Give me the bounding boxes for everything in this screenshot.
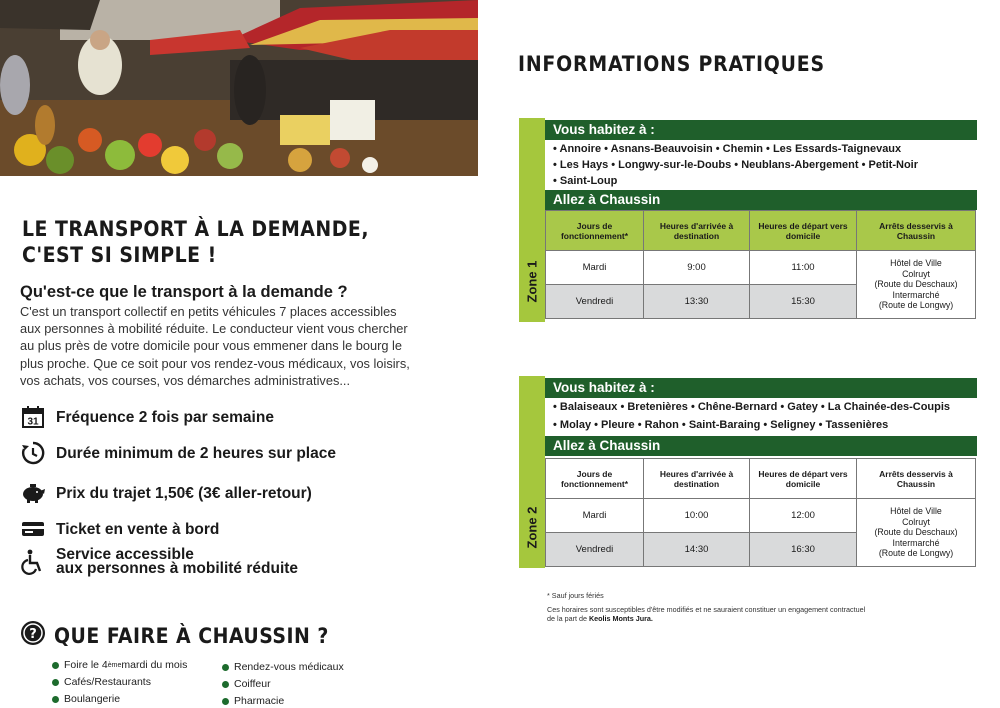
zone-2-towns bbox=[553, 398, 973, 434]
feature-accessibility-label bbox=[56, 548, 298, 576]
bullet-dot-icon bbox=[52, 662, 59, 669]
bullet-dot-icon bbox=[222, 664, 229, 671]
zone-1-towns-line3: • Saint-Loup bbox=[553, 175, 618, 187]
feature-accessibility-line2: aux personnes à mobilité réduite bbox=[56, 560, 299, 577]
feature-accessibility bbox=[20, 548, 298, 576]
zone-1-side-label bbox=[519, 118, 545, 322]
table-header-row bbox=[546, 211, 976, 251]
zone-1-towns-line1: • Annoire • Asnans-Beauvoisin • Chemin • Les Essards-Taignevaux bbox=[553, 143, 902, 155]
feature-frequency-label: Fréquence 2 fois par semaine bbox=[56, 408, 274, 426]
zone-1-schedule-table bbox=[545, 210, 976, 319]
day-cell: Mardi bbox=[546, 251, 644, 285]
stop-line: (Route du Deschaux) bbox=[874, 527, 958, 538]
column-header: Heures d'arrivée à destination bbox=[644, 459, 750, 499]
departure-cell: 12:00 bbox=[750, 499, 857, 533]
piggy-bank-icon bbox=[20, 480, 46, 506]
arrival-cell: 13:30 bbox=[644, 285, 750, 319]
activity-label: Coiffeur bbox=[234, 678, 271, 690]
feature-duration-label: Durée minimum de 2 heures sur place bbox=[56, 444, 336, 462]
zone-1-label: Zone 1 bbox=[524, 260, 540, 303]
column-header: Heures de départ vers domicile bbox=[750, 459, 857, 499]
calendar-icon-day: 31 bbox=[27, 416, 39, 428]
zone-2-label: Zone 2 bbox=[524, 506, 540, 549]
activity-label: Rendez-vous médicaux bbox=[234, 661, 344, 673]
footnote-company-name: Keolis Monts Jura. bbox=[588, 614, 653, 623]
zone-2-allez-bar: Allez à Chaussin bbox=[545, 436, 977, 456]
stops-cell bbox=[857, 251, 976, 319]
zone-2-towns-line1: • Balaiseaux • Bretenières • Chêne-Bernard • Gatey • La Chainée-des-Coupis bbox=[553, 401, 951, 413]
feature-ticket bbox=[20, 516, 219, 542]
zone-2-side-label bbox=[519, 376, 545, 568]
stops-cell bbox=[857, 499, 976, 567]
activity-foire-prefix: Foire le 4 bbox=[64, 659, 108, 671]
market-photo-illustration bbox=[0, 0, 478, 176]
day-cell: Vendredi bbox=[546, 285, 644, 319]
transport-title-line2: C'EST SI SIMPLE ! bbox=[22, 243, 217, 267]
footnote-disclaimer: Ces horaires sont susceptibles d'être modifiés et ne sauraient constituer un engagement contractuel bbox=[547, 604, 866, 614]
activity-item bbox=[222, 661, 344, 673]
departure-cell: 15:30 bbox=[750, 285, 857, 319]
activity-label: Pharmacie bbox=[234, 695, 285, 707]
wheelchair-icon bbox=[20, 549, 46, 575]
day-cell: Vendredi bbox=[546, 533, 644, 567]
table-row bbox=[546, 251, 976, 285]
table-row bbox=[546, 499, 976, 533]
column-header: Jours de fonctionnement* bbox=[546, 211, 644, 251]
column-header: Heures de départ vers domicile bbox=[750, 211, 857, 251]
left-page bbox=[0, 0, 490, 708]
feature-price-label: Prix du trajet 1,50€ (3€ aller-retour) bbox=[56, 484, 312, 502]
activity-item bbox=[222, 678, 271, 690]
que-faire-title: QUE FAIRE À CHAUSSIN ? bbox=[54, 623, 329, 648]
footnote-holidays: * Sauf jours fériés bbox=[547, 591, 604, 600]
day-cell: Mardi bbox=[546, 499, 644, 533]
stop-line: Hôtel de Ville bbox=[890, 258, 942, 269]
svg-text:?: ? bbox=[29, 627, 37, 642]
stop-line: Colruyt bbox=[902, 268, 930, 279]
stop-line: (Route du Deschaux) bbox=[874, 279, 958, 290]
bullet-dot-icon bbox=[52, 696, 59, 703]
stop-line: Hôtel de Ville bbox=[890, 506, 942, 517]
feature-duration bbox=[20, 440, 336, 466]
feature-frequency bbox=[20, 404, 274, 430]
column-header: Jours de fonctionnement* bbox=[546, 459, 644, 499]
transport-title-line1: LE TRANSPORT À LA DEMANDE, bbox=[22, 217, 370, 241]
transport-title bbox=[22, 216, 369, 268]
activity-item bbox=[222, 695, 284, 707]
question-circle-icon bbox=[20, 620, 46, 651]
column-header: Heures d'arrivée à destination bbox=[644, 211, 750, 251]
zone-2-towns-line2: • Molay • Pleure • Rahon • Saint-Baraing • Seligney • Tassenières bbox=[553, 419, 889, 431]
zone-1-block bbox=[519, 118, 977, 322]
zone-1-habitez-bar: Vous habitez à : bbox=[545, 120, 977, 140]
bullet-dot-icon bbox=[52, 679, 59, 686]
activity-label: Cafés/Restaurants bbox=[64, 676, 151, 688]
bullet-dot-icon bbox=[222, 681, 229, 688]
que-faire-heading bbox=[20, 620, 329, 651]
stop-line: Intermarché bbox=[892, 289, 940, 300]
arrival-cell: 14:30 bbox=[644, 533, 750, 567]
activity-label: Boulangerie bbox=[64, 693, 121, 705]
ticket-icon bbox=[20, 516, 46, 542]
bullet-dot-icon bbox=[222, 698, 229, 705]
column-header: Arrêts desservis à Chaussin bbox=[857, 211, 976, 251]
stop-line: (Route de Longwy) bbox=[878, 300, 954, 311]
footnote-company bbox=[547, 614, 947, 624]
activity-item bbox=[52, 676, 151, 688]
zone-2-block bbox=[519, 376, 977, 568]
stop-line: Intermarché bbox=[892, 537, 940, 548]
question-heading: Qu'est-ce que le transport à la demande ? bbox=[20, 283, 348, 301]
stop-line: Colruyt bbox=[902, 516, 930, 527]
activity-item bbox=[52, 693, 120, 705]
zone-1-allez-bar: Allez à Chaussin bbox=[545, 190, 977, 210]
calendar-icon bbox=[20, 404, 46, 430]
feature-ticket-label: Ticket en vente à bord bbox=[56, 520, 220, 538]
activity-item bbox=[52, 659, 187, 671]
activity-foire-sup: ème bbox=[107, 661, 122, 669]
departure-cell: 11:00 bbox=[750, 251, 857, 285]
informations-pratiques-title: INFORMATIONS PRATIQUES bbox=[518, 52, 825, 76]
zone-2-schedule-table bbox=[545, 458, 976, 567]
arrival-cell: 10:00 bbox=[644, 499, 750, 533]
zone-1-towns bbox=[553, 141, 973, 189]
footnote bbox=[547, 591, 947, 624]
feature-accessibility-line1: Service accessible bbox=[56, 546, 194, 563]
description-paragraph: C'est un transport collectif en petits véhicules 7 places accessibles aux personnes à mobilité réduite. Le conducteur vient vous chercher au plus près de votre domicile pour vous emmener dans le bourg le plus proche. Que ce soit pour vos rendez-vous médicaux, vos loisirs, vos achats, vos courses, vos démarches administratives... bbox=[20, 304, 410, 388]
zone-2-habitez-bar: Vous habitez à : bbox=[545, 378, 977, 398]
market-photo bbox=[0, 0, 478, 176]
table-header-row bbox=[546, 459, 976, 499]
feature-price bbox=[20, 480, 312, 506]
column-header: Arrêts desservis à Chaussin bbox=[857, 459, 976, 499]
footnote-company-prefix: de la part de bbox=[547, 614, 589, 623]
stop-line: (Route de Longwy) bbox=[878, 548, 954, 559]
zone-1-towns-line2: • Les Hays • Longwy-sur-le-Doubs • Neublans-Abergement • Petit-Noir bbox=[553, 159, 919, 171]
clock-arrow-icon bbox=[20, 440, 46, 466]
arrival-cell: 9:00 bbox=[644, 251, 750, 285]
activity-foire-suffix: mardi du mois bbox=[121, 659, 188, 671]
departure-cell: 16:30 bbox=[750, 533, 857, 567]
